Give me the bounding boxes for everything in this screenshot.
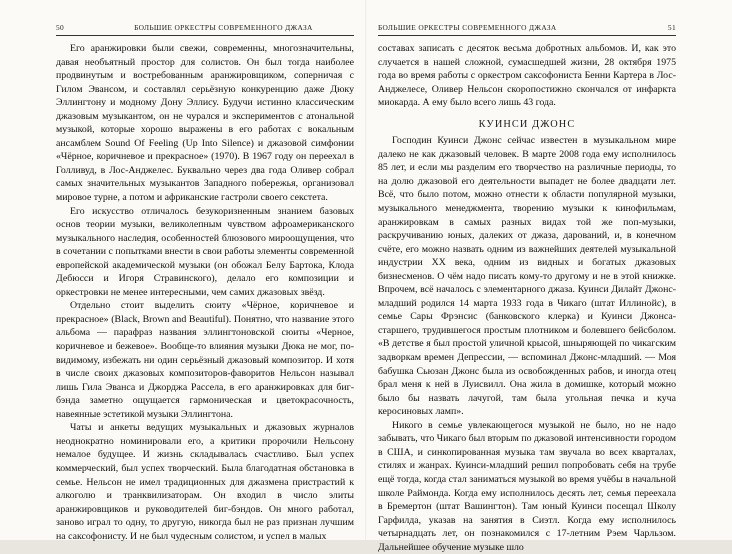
- paragraph: Его аранжировки были свежи, современны, многозначительны, давая необъятный простор для солистов. Он был тогда наиболее продвинутым и востребованным аранжировщиком, соперничая с Гилом Эвансом, и составлял серьёзную конкуренцию даже Дюку Эллингтону и модному Дону Эллису. Будучи истинно классическим джазовым музыкантом, он не чурался и экспериментов с атональной музыкой, которые хорошо выражены в его работах с вокальным ансамблем Sound Of Feeling (Up Into Silence) и джазовой симфонии «Чёрное, коричневое и прекрасное» (1970). В 1967 году он переехал в Голливуд, в Лос-Анджелес. Буквально через два года Оливер собрал самых значительных музыкантов Западного побережья, организовал мировое турне, а потом и африканские гастроли своего секстета.: [56, 43, 354, 204]
- left-page: [0, 0, 366, 540]
- right-running-title: БОЛЬШИЕ ОРКЕСТРЫ СОВРЕМЕННОГО ДЖАЗА: [378, 22, 557, 32]
- right-page: [366, 0, 732, 553]
- paragraph: составах записать с десяток весьма добротных альбомов. И, как это случается в нашей сложной, сумасшедшей жизни, 28 октября 1975 года во время работы с оркестром саксофониста Бенни Картера в Лос-Анджелесе, Оливер Нельсон скоропостижно скончался от инфаркта миокарда. А ему было всего лишь 43 года.: [378, 43, 676, 109]
- paragraph: Отдельно стоит выделить сюиту «Чёрное, коричневое и прекрасное» (Black, Brown and Beautiful). Понятно, что название этого альбома — парафраз названия эллингтоновской сюиты «Черное, коричневое и бежевое». Вообще-то влияния музыки Дюка не мог, по-видимому, избежать ни один серьёзный джазовый композитор. И хотя в числе своих джазовых композиторов-фаворитов Нельсон называл лишь Гила Эванса и Джорджа Рассела, в его аранжировках для биг-бэнда заметно ощущается гармоническая и цветокрасочность, навеянные эстетикой музыки Эллингтона.: [56, 300, 354, 420]
- paragraph: Его искусство отличалось безукоризненным знанием базовых основ теории музыки, великолепным чувством афроамериканского музыкального наследия, особенностей блюзового мироощущения, что в сочетании с попытками внести в свои работы элементы современной европейской академической музыки (он обожал Белу Бартока, Клода Дебюсси и Игоря Стравинского), делало его композиции и оркестровки не менее интересными, чем самих джазовых звёзд.: [56, 205, 354, 298]
- right-running-head: [378, 20, 676, 34]
- paragraph: Чаты и анкеты ведущих музыкальных и джазовых журналов неоднократно номинировали его, а критики пророчили Нельсону немалое будущее. И жизнь складывалась счастливо. Был успех коммерческий, был успех творческий. Была благодатная обстановка в семье. Нельсон не имел традиционных для джазмена пристрастий к алкоголю и транквилизаторам. Он входил в число элиты аранжировщиков и руководителей биг-бэндов. Он много работал, заново играл то одну, то другую, никогда был не раз признан лучшим на саксофонисту. И не был чудесным солистом, и успел в малых: [56, 422, 354, 542]
- right-page-number: 51: [667, 22, 676, 32]
- left-page-number: 50: [56, 22, 65, 32]
- left-body-text: [56, 42, 354, 543]
- left-running-title: БОЛЬШИЕ ОРКЕСТРЫ СОВРЕМЕННОГО ДЖАЗА: [134, 22, 313, 32]
- paragraph: Господин Куинси Джонс сейчас известен в музыкальном мире далеко не как джазовый человек. В марте 2008 года ему исполнилось 85 лет, и если мы разделим его творчество на различные периоды, то на долю джазовой его деятельности выпадет не более двадцати лет. Всё, что было потом, можно отнести к области популярной музыки, музыкального менеджмента, творению музыки к кинофильмам, аранжировкам в самых разных видах той же поп-музыки, раскручиванию юных, далеких от джаза, дарований, и, в конечном счёте, его можно назвать одним из важнейших деятелей музыкальной индустрии XX века, одним из видных и богатых джазовых бизнесменов. О чём надо писать кому-то другому и не в этой книжке. Впрочем, всё началось с элементарного джаза. Куинси Дилайт Джонс-младший родился 14 марта 1933 года в Чикаго (штат Иллинойс), в семье Сары Фрэнсис (банковского клерка) и Куинси Джонса-старшего, трудившегося простым плотником и болевшего бейсболом. «В детстве я был простой уличной крысой, шныряющей по чикагским задворкам времен Депрессии, — вспоминал Джонс-младший. — Моя бабушка Сьюзан Джонс была из освобожденных рабов, и иногда отец брал меня к ней в Луисвилл. Она жила в домишке, который можно было бы назвать лачугой, там была угольная печка и куча керосиновых ламп».: [378, 135, 676, 418]
- left-running-head: [56, 20, 354, 34]
- right-head-rule: [378, 35, 676, 36]
- right-body-text: [378, 42, 676, 554]
- paragraph: Никого в семье увлекающегося музыкой не было, но не надо забывать, что Чикаго был вторым по джазовой интенсивности городом в США, и синкопированная музыка там звучала во всех кварталах, стилях и жанрах. Куинси-младший решил попробовать себя на трубе ещё тогда, когда стал заниматься музыкой во время учёбы в начальной школе Раймонда. Когда ему исполнилось десять лет, семья переехала в Бремертон (штат Вашингтон). Там юный Куинси посещал Школу Гарфилда, указав на занятия в Сиэтл. Когда ему исполнилось четырнадцать лет, он познакомился с 17-летним Рэем Чарльзом. Дальнейшее обучение музыке шло: [378, 419, 676, 553]
- left-head-rule: [56, 35, 354, 36]
- section-heading: КУИНСИ ДЖОНС: [478, 118, 576, 130]
